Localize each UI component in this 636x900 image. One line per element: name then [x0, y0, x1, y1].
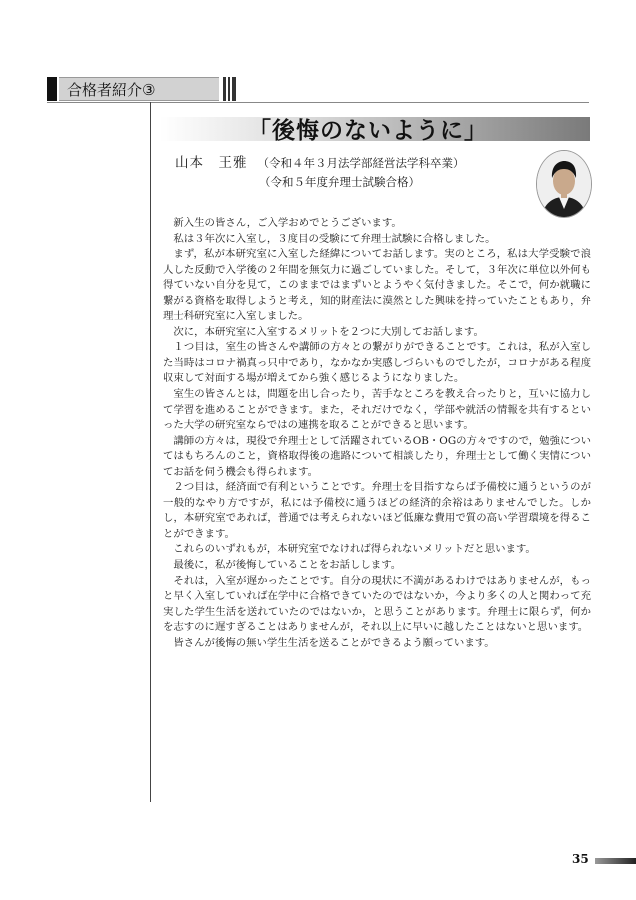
header-rule: [47, 102, 589, 103]
paragraph: 皆さんが後悔の無い学生生活を送ることができるよう願っています。: [173, 636, 495, 649]
paragraph: 室生の皆さんとは，問題を出し合ったり，苦手なところを教え合ったりと，互いに協力して学習を進めることができます。また，それだけでなく，学部や就活の情報を共有するといった大学の研究室ならではの連携を取ることができると思います。: [163, 388, 591, 432]
section-label: 合格者紹介③: [67, 81, 156, 99]
paragraph: ２つ目は，経済面で有利ということです。弁理士を目指すならば予備校に通うというのが一般的なやり方ですが，私には予備校に通うほどの経済的余裕はありませんでした。しかし，本研究室であれば，普通では考えられないほど低廉な費用で質の高い学習環境を得ることができます。: [163, 481, 591, 540]
author-portrait: [536, 150, 592, 218]
paragraph: 新入生の皆さん，ご入学おめでとうございます。: [173, 217, 402, 229]
section-tab: [47, 77, 237, 101]
paragraph: 次に，本研究室に入室するメリットを２つに大別してお話します。: [173, 325, 484, 338]
tab-stripes: [223, 77, 237, 101]
paragraph: 講師の方々は，現役で弁理士として活躍されているOB・OGの方々ですので，勉強についてはもちろんのこと，資格取得後の進路について相談したり，弁理士として働く実情についてお話を伺う機会も得られます。: [163, 434, 591, 478]
margin-rule: [150, 102, 151, 802]
paragraph: １つ目は，室生の皆さんや講師の方々との繋がりができることです。これは，私が入室した当時はコロナ禍真っ只中であり，なかなか実感しづらいものでしたが，コロナがある程度収束して対面する場が増えてから強く感じるようになりました。: [163, 341, 591, 385]
author-block: [175, 154, 465, 192]
paragraph: まず，私が本研究室に入室した経緯についてお話します。実のところ，私は大学受験で浪人した反動で入学後の２年間を無気力に過ごしていました。そして，３年次に単位以外何も得ていない自分を見て，このままではまずいとようやく気付きました。そこで，何か就職に繋がる資格を取得しようと考え，知的財産法に漠然とした興味を持っていたこともあり，弁理士科研究室に入室しました。: [163, 248, 591, 323]
author-name: 山本 王雅: [175, 155, 248, 171]
paragraph: これらのいずれもが，本研究室でなければ得られないメリットだと思います。: [173, 543, 536, 556]
author-detail-2: （令和５年度弁理士試験合格）: [259, 175, 420, 189]
page-number: 35: [572, 852, 589, 866]
paragraph: 私は３年次に入室し，３度目の受験にて弁理士試験に合格しました。: [173, 232, 496, 245]
author-detail-1: （令和４年３月法学部経営法学科卒業）: [257, 156, 465, 170]
portrait-image: [537, 151, 591, 217]
tab-marker: [47, 77, 57, 101]
tab-body: [59, 77, 219, 101]
page-number-bar: [595, 858, 636, 864]
article-body: [163, 216, 591, 651]
paragraph: 最後に，私が後悔していることをお話しします。: [173, 559, 402, 572]
article-title: 「後悔のないように」: [248, 118, 488, 144]
paragraph: それは，入室が遅かったことです。自分の現状に不満があるわけではありませんが，もっと早く入室していれば在学中に合格できていたのではないか，今より多くの人と関わって充実した学生生活を送れていたのではないか，と思うことがあります。弁理士に限らず，何かを志すのに遅すぎることはありませんが，それ以上に早いに越したことはないと思います。: [163, 574, 591, 634]
